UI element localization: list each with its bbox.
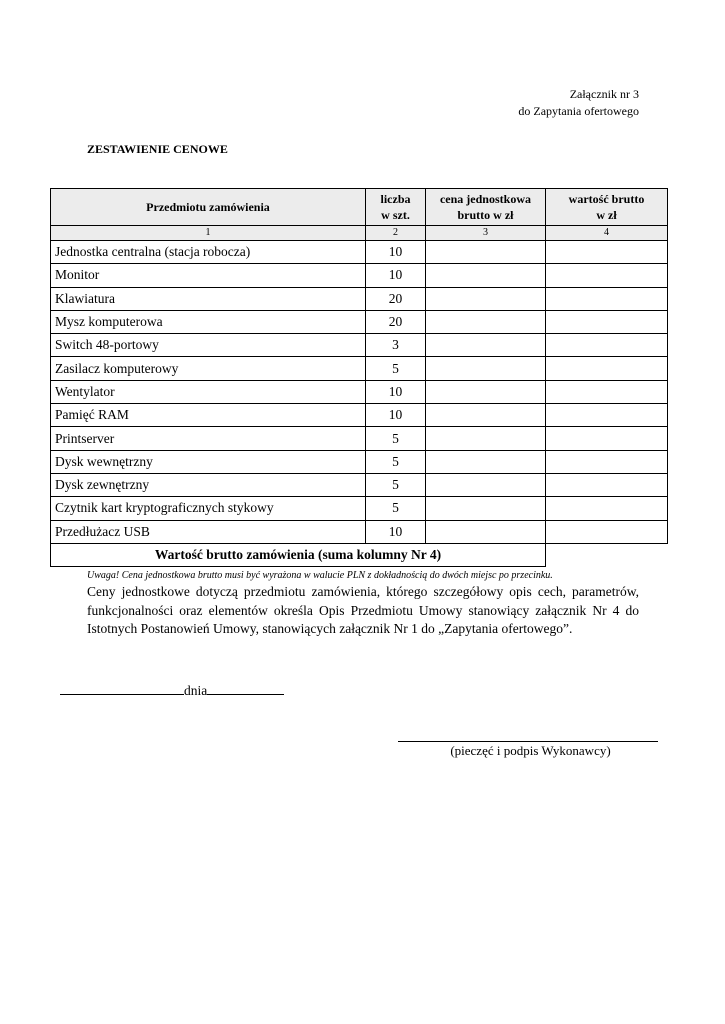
table-row bbox=[51, 450, 668, 473]
gross-value-cell[interactable] bbox=[546, 520, 668, 543]
item-name: Dysk zewnętrzny bbox=[51, 473, 366, 496]
attachment-number: Załącznik nr 3 bbox=[569, 87, 639, 101]
date-label: dnia bbox=[184, 683, 208, 698]
column-number: 4 bbox=[546, 226, 668, 241]
item-quantity: 3 bbox=[366, 334, 426, 357]
item-quantity: 20 bbox=[366, 287, 426, 310]
item-name: Przedłużacz USB bbox=[51, 520, 366, 543]
table-row bbox=[51, 404, 668, 427]
table-row bbox=[51, 473, 668, 496]
unit-price-cell[interactable] bbox=[426, 241, 546, 264]
item-name: Czytnik kart kryptograficznych stykowy bbox=[51, 497, 366, 520]
unit-price-cell[interactable] bbox=[426, 310, 546, 333]
column-number: 2 bbox=[366, 226, 426, 241]
description-paragraph: Ceny jednostkowe dotyczą przedmiotu zamówienia, którego szczegółowy opis cech, parametrów, funkcjonalności oraz elementów określa Opis Przedmiotu Umowy stanowiący załącznik Nr 4 do Istotnych Postanowień Umowy, stanowiących załącznik Nr 1 do „Zapytania ofertowego”. bbox=[87, 584, 639, 637]
unit-price-cell[interactable] bbox=[426, 497, 546, 520]
table-row bbox=[51, 427, 668, 450]
item-name: Zasilacz komputerowy bbox=[51, 357, 366, 380]
place-blank-field[interactable] bbox=[60, 680, 184, 695]
table-row bbox=[51, 241, 668, 264]
unit-price-cell[interactable] bbox=[426, 287, 546, 310]
table-row bbox=[51, 334, 668, 357]
price-warning-note: Uwaga! Cena jednostkowa brutto musi być wyrażona w walucie PLN z dokładnością do dwóch miejsc po przecinku. bbox=[87, 570, 553, 581]
unit-price-cell[interactable] bbox=[426, 264, 546, 287]
gross-value-cell[interactable] bbox=[546, 427, 668, 450]
table-row bbox=[51, 380, 668, 403]
gross-value-cell[interactable] bbox=[546, 264, 668, 287]
total-row bbox=[51, 543, 668, 566]
item-quantity: 20 bbox=[366, 310, 426, 333]
gross-value-cell[interactable] bbox=[546, 473, 668, 496]
item-quantity: 5 bbox=[366, 357, 426, 380]
item-quantity: 5 bbox=[366, 427, 426, 450]
item-quantity: 5 bbox=[366, 473, 426, 496]
unit-price-cell[interactable] bbox=[426, 357, 546, 380]
item-name: Jednostka centralna (stacja robocza) bbox=[51, 241, 366, 264]
column-header-gross-value: wartość brutto w zł bbox=[546, 189, 668, 226]
gross-value-cell[interactable] bbox=[546, 334, 668, 357]
unit-price-cell[interactable] bbox=[426, 520, 546, 543]
unit-price-cell[interactable] bbox=[426, 404, 546, 427]
item-name: Dysk wewnętrzny bbox=[51, 450, 366, 473]
column-header-unit-price: cena jednostkowa brutto w zł bbox=[426, 189, 546, 226]
gross-value-cell[interactable] bbox=[546, 497, 668, 520]
table-row bbox=[51, 264, 668, 287]
unit-price-cell[interactable] bbox=[426, 427, 546, 450]
column-number-row bbox=[51, 226, 668, 241]
total-value-cell bbox=[546, 543, 668, 566]
gross-value-cell[interactable] bbox=[546, 241, 668, 264]
unit-price-cell[interactable] bbox=[426, 450, 546, 473]
column-header-quantity: liczba w szt. bbox=[366, 189, 426, 226]
date-line bbox=[60, 680, 284, 699]
date-blank-field[interactable] bbox=[207, 680, 284, 695]
item-quantity: 5 bbox=[366, 450, 426, 473]
item-quantity: 10 bbox=[366, 241, 426, 264]
signature-caption: (pieczęć i podpis Wykonawcy) bbox=[450, 743, 611, 758]
item-quantity: 10 bbox=[366, 404, 426, 427]
gross-value-cell[interactable] bbox=[546, 310, 668, 333]
attachment-reference: do Zapytania ofertowego bbox=[518, 104, 639, 118]
gross-value-cell[interactable] bbox=[546, 404, 668, 427]
total-label: Wartość brutto zamówienia (suma kolumny Nr 4) bbox=[51, 543, 546, 566]
column-number: 1 bbox=[51, 226, 366, 241]
gross-value-cell[interactable] bbox=[546, 380, 668, 403]
table-row bbox=[51, 520, 668, 543]
table-header-row bbox=[51, 189, 668, 226]
gross-value-cell[interactable] bbox=[546, 450, 668, 473]
signature-line bbox=[398, 741, 658, 742]
column-number: 3 bbox=[426, 226, 546, 241]
item-quantity: 5 bbox=[366, 497, 426, 520]
gross-value-cell[interactable] bbox=[546, 287, 668, 310]
item-name: Klawiatura bbox=[51, 287, 366, 310]
item-quantity: 10 bbox=[366, 264, 426, 287]
item-name: Pamięć RAM bbox=[51, 404, 366, 427]
document-title: ZESTAWIENIE CENOWE bbox=[87, 142, 228, 156]
table-row bbox=[51, 357, 668, 380]
unit-price-cell[interactable] bbox=[426, 334, 546, 357]
unit-price-cell[interactable] bbox=[426, 380, 546, 403]
price-table bbox=[50, 188, 668, 567]
column-header-item: Przedmiotu zamówienia bbox=[51, 189, 366, 226]
item-quantity: 10 bbox=[366, 380, 426, 403]
gross-value-cell[interactable] bbox=[546, 357, 668, 380]
item-name: Mysz komputerowa bbox=[51, 310, 366, 333]
attachment-header bbox=[518, 86, 639, 120]
table-row bbox=[51, 287, 668, 310]
item-quantity: 10 bbox=[366, 520, 426, 543]
item-name: Wentylator bbox=[51, 380, 366, 403]
item-name: Printserver bbox=[51, 427, 366, 450]
table-row bbox=[51, 497, 668, 520]
item-name: Switch 48-portowy bbox=[51, 334, 366, 357]
item-name: Monitor bbox=[51, 264, 366, 287]
unit-price-cell[interactable] bbox=[426, 473, 546, 496]
table-row bbox=[51, 310, 668, 333]
